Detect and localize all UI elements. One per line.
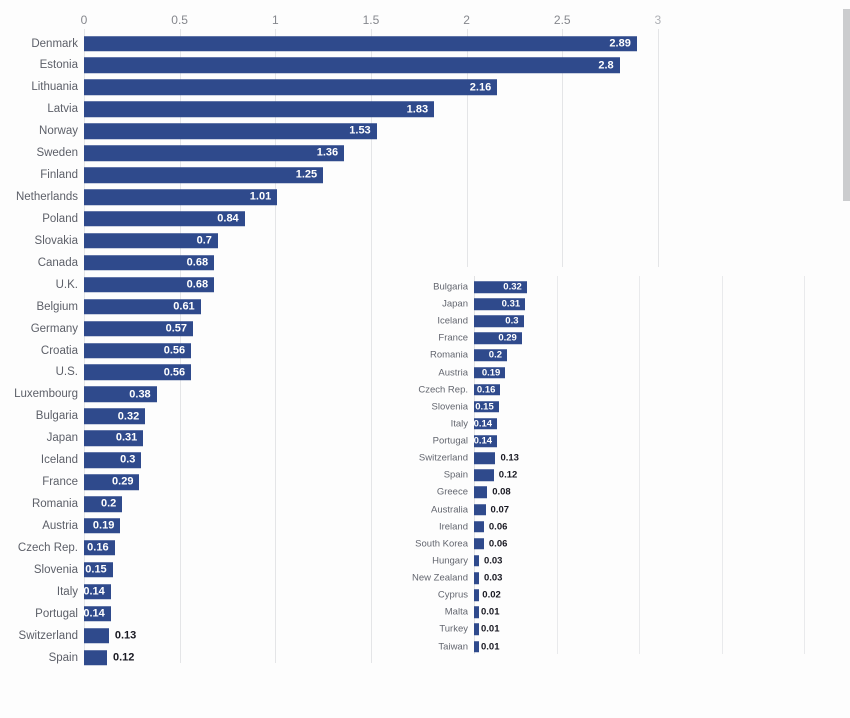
value-label: 0.13	[500, 452, 519, 464]
value-label: 0.01	[481, 606, 500, 618]
value-label: 0.07	[490, 503, 510, 515]
scrollbar-thumb[interactable]	[843, 9, 850, 201]
country-label: Austria	[438, 367, 468, 379]
bar	[474, 470, 494, 482]
country-label: Bulgaria	[433, 281, 468, 293]
bar	[84, 409, 145, 425]
value-label: 0.02	[482, 589, 501, 601]
gridline	[722, 276, 723, 654]
country-label: France	[438, 332, 468, 344]
bar	[84, 299, 201, 315]
country-label: Austria	[42, 519, 78, 532]
value-label: 0.03	[483, 555, 503, 567]
gridline	[804, 276, 805, 654]
bar	[84, 167, 323, 183]
bar	[474, 487, 487, 499]
value-label: 2.16	[469, 80, 492, 93]
value-label: 0.06	[488, 520, 508, 532]
bar	[84, 189, 277, 205]
country-label: Latvia	[47, 103, 78, 116]
value-label: 0.2	[488, 349, 502, 361]
value-label: 0.7	[196, 234, 212, 247]
bar	[474, 641, 479, 653]
country-label: Slovenia	[431, 401, 468, 413]
value-label: 0.01	[481, 623, 500, 635]
bar	[84, 562, 113, 578]
bar	[474, 418, 497, 430]
bar	[84, 321, 193, 337]
value-label: 0.38	[129, 387, 151, 400]
country-label: Switzerland	[18, 629, 78, 642]
value-label: 0.31	[115, 431, 138, 444]
country-label: Japan	[442, 298, 468, 310]
value-label: 0.32	[503, 281, 522, 293]
country-label: Luxembourg	[14, 388, 78, 401]
country-label: Spain	[48, 651, 78, 664]
inset-chart-panel	[402, 267, 838, 668]
value-label: 2.8	[598, 58, 614, 71]
country-label: Iceland	[40, 454, 78, 467]
bar	[84, 518, 120, 534]
bar	[474, 435, 497, 447]
country-label: South Korea	[415, 538, 468, 550]
bar	[84, 343, 191, 359]
bar	[84, 211, 245, 227]
bar	[84, 650, 107, 666]
bar	[84, 474, 139, 490]
bar	[84, 255, 214, 271]
bar	[474, 504, 486, 516]
country-label: Denmark	[31, 37, 78, 50]
x-axis-tick-label: 2	[463, 13, 470, 27]
value-label: 1.36	[316, 146, 339, 159]
bar	[84, 102, 434, 118]
bar	[84, 496, 122, 512]
value-label: 1.53	[349, 124, 371, 137]
country-label: Spain	[443, 469, 468, 481]
country-label: Poland	[42, 212, 78, 225]
value-label: 0.12	[498, 469, 518, 481]
country-label: Ireland	[438, 521, 468, 533]
bar	[84, 387, 157, 403]
bar	[84, 145, 344, 161]
x-axis-tick-label: 3	[654, 13, 662, 27]
bar	[84, 606, 111, 622]
bar	[474, 350, 507, 362]
value-label: 0.15	[85, 563, 107, 576]
bar	[474, 538, 484, 550]
bar	[474, 401, 499, 413]
country-label: Romania	[31, 498, 78, 511]
bar	[84, 430, 143, 446]
country-label: Malta	[444, 606, 468, 618]
country-label: U.S.	[55, 366, 78, 379]
country-label: Turkey	[439, 623, 468, 635]
x-axis-tick-label: 1	[271, 13, 279, 27]
value-label: 0.56	[163, 365, 186, 378]
country-label: Slovakia	[34, 234, 78, 247]
bar	[474, 572, 479, 584]
country-label: Italy	[56, 585, 78, 598]
value-label: 0.16	[87, 541, 109, 554]
country-label: Switzerland	[418, 452, 468, 464]
value-label: 0.14	[83, 607, 105, 620]
value-label: 0.84	[217, 212, 239, 225]
bar	[474, 624, 479, 636]
bar	[474, 298, 525, 310]
country-label: Sweden	[36, 147, 78, 160]
value-label: 0.31	[501, 298, 521, 310]
value-label: 0.19	[481, 366, 501, 378]
value-label: 0.12	[112, 651, 135, 664]
x-axis-tick-label: 1.5	[362, 13, 380, 27]
bar	[474, 315, 524, 327]
bar	[84, 628, 109, 644]
country-label: Bulgaria	[35, 410, 78, 423]
bar	[474, 367, 505, 379]
bar	[84, 58, 620, 74]
bar	[84, 540, 115, 556]
country-label: Lithuania	[31, 81, 78, 94]
bar	[84, 123, 377, 139]
value-label: 1.83	[406, 102, 429, 115]
value-label: 0.15	[475, 401, 494, 413]
value-label: 0.32	[117, 409, 140, 422]
gridline	[557, 276, 558, 654]
bar	[474, 555, 479, 567]
bar	[84, 277, 214, 293]
value-label: 0.56	[163, 344, 186, 357]
x-axis-tick-label: 2.5	[553, 13, 571, 27]
country-label: U.K.	[55, 278, 78, 291]
country-label: Finland	[40, 169, 78, 182]
bar	[474, 589, 479, 601]
country-label: Belgium	[36, 300, 78, 313]
country-label: New Zealand	[412, 572, 468, 584]
value-label: 2.89	[609, 37, 631, 49]
value-label: 0.68	[186, 256, 209, 269]
country-label: Iceland	[437, 315, 468, 327]
x-axis-tick-label: 0	[80, 13, 88, 27]
country-label: Netherlands	[15, 191, 78, 203]
value-label: 0.14	[473, 418, 493, 430]
value-label: 0.3	[120, 453, 136, 466]
value-label: 1.01	[249, 190, 272, 203]
bar	[474, 521, 484, 533]
country-label: Japan	[46, 432, 78, 445]
value-label: 0.14	[83, 585, 105, 598]
country-label: Portugal	[35, 607, 78, 620]
country-label: Cyprus	[437, 589, 468, 601]
value-label: 0.14	[473, 435, 493, 447]
bar	[474, 281, 527, 293]
value-label: 0.29	[112, 475, 134, 488]
bar	[474, 384, 500, 396]
bar	[84, 36, 637, 52]
country-label: Australia	[431, 504, 468, 516]
value-label: 0.08	[492, 486, 511, 498]
country-label: Slovenia	[33, 563, 78, 576]
value-label: 0.03	[483, 572, 503, 584]
x-axis-tick-label: 0.5	[171, 13, 188, 27]
country-label: Norway	[39, 125, 78, 138]
bar	[84, 584, 111, 600]
country-label: Czech Rep.	[17, 541, 78, 554]
bar	[84, 452, 141, 468]
value-label: 0.3	[505, 315, 519, 327]
value-label: 0.61	[173, 300, 195, 313]
value-label: 0.06	[488, 538, 508, 550]
bar	[84, 365, 191, 381]
country-label: Estonia	[39, 59, 78, 72]
bar	[84, 233, 218, 249]
country-label: Romania	[429, 349, 468, 361]
bar	[474, 607, 479, 619]
country-label: France	[42, 476, 78, 489]
country-label: Germany	[30, 322, 78, 335]
bar	[474, 452, 495, 464]
bar	[474, 333, 522, 345]
country-label: Taiwan	[438, 641, 468, 653]
value-label: 0.29	[498, 332, 517, 344]
value-label: 0.13	[114, 629, 137, 642]
country-label: Portugal	[432, 435, 468, 447]
country-label: Greece	[436, 486, 468, 498]
country-label: Croatia	[40, 344, 78, 357]
value-label: 0.57	[165, 322, 188, 335]
country-label: Czech Rep.	[418, 384, 468, 396]
value-label: 0.19	[92, 519, 115, 532]
value-label: 0.16	[476, 383, 496, 395]
value-label: 1.25	[295, 168, 318, 181]
value-label: 0.2	[100, 497, 117, 510]
country-label: Canada	[37, 256, 78, 269]
gridline	[639, 276, 640, 654]
value-label: 0.01	[481, 640, 500, 652]
value-label: 0.68	[186, 278, 209, 291]
bar	[84, 80, 497, 96]
country-label: Italy	[450, 418, 468, 430]
country-label: Hungary	[432, 555, 468, 567]
